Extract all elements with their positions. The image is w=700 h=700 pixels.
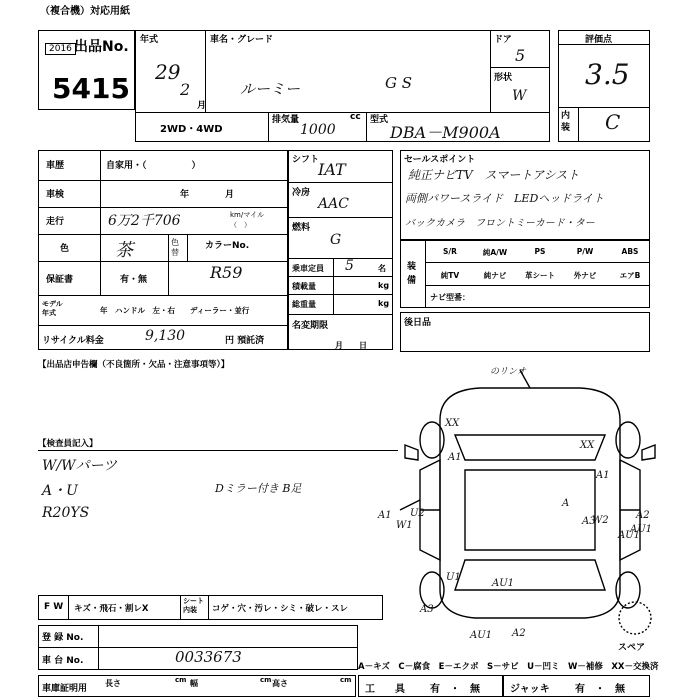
- equipment-label: 装備: [407, 262, 417, 286]
- fuel-label: 燃料: [292, 223, 311, 233]
- equipment-item: エアB: [619, 271, 641, 280]
- cert-label: 車庫証明用: [42, 684, 88, 694]
- height-label: 高さ: [272, 679, 288, 688]
- namechange-label: 名変期限: [292, 321, 329, 331]
- color-sub: 色替: [171, 238, 179, 257]
- type-value: DBA－M900A: [390, 123, 501, 142]
- fw-label: F W: [44, 602, 64, 612]
- fw-items: キズ・飛石・割レX: [74, 604, 149, 614]
- gross-unit: kg: [378, 299, 390, 308]
- year-value: 29: [155, 60, 181, 84]
- damage-mark: XX: [445, 418, 460, 429]
- shift-label: シフト: [292, 155, 320, 165]
- shape-label: 形状: [494, 73, 513, 83]
- interior-label: 内装: [561, 111, 571, 133]
- damage-mark: W1: [396, 520, 413, 531]
- chassis-label: 車 台 No.: [42, 656, 84, 666]
- colorno-label: カラーNo.: [205, 241, 250, 251]
- displacement-value: 1000: [300, 122, 336, 138]
- inspection-label: 車検: [46, 190, 65, 200]
- mileage-unit: km/マイル（ ）: [230, 211, 265, 229]
- inspector-label: 【検査員記入】: [38, 439, 98, 449]
- recycle-value: 9,130: [145, 328, 186, 344]
- lot-label: 出品No.: [74, 39, 129, 55]
- namechange-value: 月 日: [335, 341, 367, 350]
- length-label: 長さ: [105, 679, 121, 688]
- chassis-value: 0033673: [175, 648, 242, 666]
- inspector-note-1: W/Wパーツ: [42, 458, 117, 474]
- type-label: 型式: [370, 115, 389, 125]
- door-value: 5: [515, 46, 526, 65]
- damage-mark: W2: [592, 515, 609, 526]
- registration-label: 登 録 No.: [42, 633, 84, 643]
- report-label: 【出品店申告欄（不良箇所・欠品・注意事項等）】: [38, 360, 230, 370]
- mileage-value: 6万2千706: [108, 213, 181, 229]
- tools-label: 工 具: [365, 684, 405, 695]
- load-unit: kg: [378, 281, 390, 290]
- damage-mark: XX: [580, 440, 595, 451]
- cm-2: cm: [260, 676, 272, 684]
- damage-mark: A2: [512, 628, 526, 639]
- capacity-unit: 名: [378, 264, 386, 273]
- damage-mark: A3: [420, 604, 434, 615]
- grade-value: G S: [385, 74, 413, 92]
- navi-label: ナビ型番：: [430, 293, 470, 302]
- inspection-value: 年 月: [180, 190, 235, 200]
- car-damage-diagram: [380, 360, 690, 640]
- door-label: ドア: [494, 35, 512, 45]
- recycle-unit: 円 預託済: [225, 336, 265, 346]
- gross-label: 総重量: [292, 300, 316, 309]
- capacity-label: 乗車定員: [292, 264, 324, 273]
- recycle-label: リサイクル料金: [42, 336, 104, 346]
- damage-mark: A: [562, 498, 570, 509]
- load-label: 積載量: [292, 282, 316, 291]
- fuel-value: G: [330, 232, 342, 248]
- equipment-item: 純TV: [440, 271, 460, 280]
- mileage-label: 走行: [46, 217, 65, 227]
- damage-mark: AU1: [618, 530, 641, 541]
- inspector-note-3: R20YS: [42, 505, 90, 521]
- shift-value: IAT: [318, 160, 346, 179]
- width-label: 幅: [190, 679, 198, 688]
- interior-value: C: [605, 110, 621, 134]
- damage-mark: U2: [410, 508, 425, 519]
- equipment-item: 純ナビ: [483, 271, 507, 280]
- tools-value: 有 ・ 無: [430, 684, 480, 695]
- history-label: 車歴: [46, 161, 65, 171]
- color-label: 色: [60, 244, 70, 254]
- equipment-item: 純A/W: [482, 248, 508, 257]
- damage-mark: U1: [446, 572, 461, 583]
- equipment-item: 外ナビ: [573, 271, 597, 280]
- damage-mark: A1: [378, 510, 392, 521]
- model-value: ルーミー: [240, 80, 301, 98]
- warranty-value: 有・無: [120, 275, 148, 285]
- warranty-label: 保証書: [46, 275, 74, 285]
- score-value: 3.5: [585, 58, 630, 91]
- later-label: 後日品: [404, 318, 432, 328]
- model-year-label: モデル年式: [42, 300, 63, 317]
- lot-year-badge: 2016: [45, 43, 76, 55]
- lot-number: 5415: [52, 72, 130, 105]
- jack-label: ジャッキ: [510, 684, 550, 695]
- displacement-label: 排気量: [272, 115, 300, 125]
- year-label: 年式: [140, 35, 159, 45]
- equipment-item: PS: [534, 247, 546, 256]
- model-year-value: 年 ハンドル 左・右 ディーラー・並行: [100, 306, 250, 315]
- damage-mark: AU1: [470, 630, 493, 641]
- color-value: 茶: [115, 240, 133, 261]
- spare-label: スペア: [618, 643, 646, 653]
- cm-3: cm: [340, 676, 352, 684]
- damage-mark: A2: [636, 510, 650, 521]
- damage-mark: A3: [582, 516, 596, 527]
- damage-mark: AU1: [630, 524, 653, 535]
- sales-line-1: 純正ナビTV スマートアシスト: [408, 168, 580, 182]
- history-value: 自家用・（ ）: [106, 161, 201, 171]
- equipment-item: S/R: [443, 247, 457, 256]
- top-note: （複合機）対応用紙: [40, 6, 130, 17]
- later-block: [400, 312, 650, 352]
- ac-value: AAC: [318, 196, 349, 212]
- fw-mid: シート内装: [183, 597, 204, 614]
- fw-items2: コゲ・穴・汚レ・シミ・破レ・スレ: [212, 604, 349, 614]
- diagram-top-note: のリンオ: [490, 367, 527, 377]
- damage-mark: A1: [448, 452, 462, 463]
- damage-mark: AU1: [492, 578, 515, 589]
- damage-legend: A－キズ C－腐食 E－エクボ S－サビ U－凹ミ W－補修 XX－交換済: [358, 662, 659, 672]
- inspector-note-right: Dミラー付き B足: [215, 482, 302, 495]
- capacity-value: 5: [345, 258, 354, 274]
- damage-mark: A1: [596, 470, 610, 481]
- cc-unit: cc: [350, 112, 361, 122]
- shape-value: W: [512, 88, 527, 104]
- equipment-item: 革シート: [525, 271, 555, 280]
- month-value: 2: [180, 80, 191, 99]
- jack-value: 有 ・ 無: [575, 684, 625, 695]
- month-unit: 月: [197, 101, 207, 111]
- drive-type: 2WD・4WD: [160, 124, 223, 135]
- inspector-note-2: A・U: [42, 483, 78, 499]
- colorno-value: R59: [210, 263, 243, 282]
- model-label: 車名・グレード: [210, 35, 274, 45]
- equipment-item: ABS: [621, 247, 639, 256]
- cm-1: cm: [175, 676, 187, 684]
- equipment-item: P/W: [576, 247, 594, 256]
- sales-label: セールスポイント: [404, 155, 476, 165]
- score-label: 評価点: [585, 35, 613, 45]
- sales-line-3: バックカメラ フロントミーカード・ター: [405, 218, 595, 229]
- ac-label: 冷房: [292, 188, 311, 198]
- sales-line-2: 両側パワースライド LEDヘッドライト: [405, 192, 604, 205]
